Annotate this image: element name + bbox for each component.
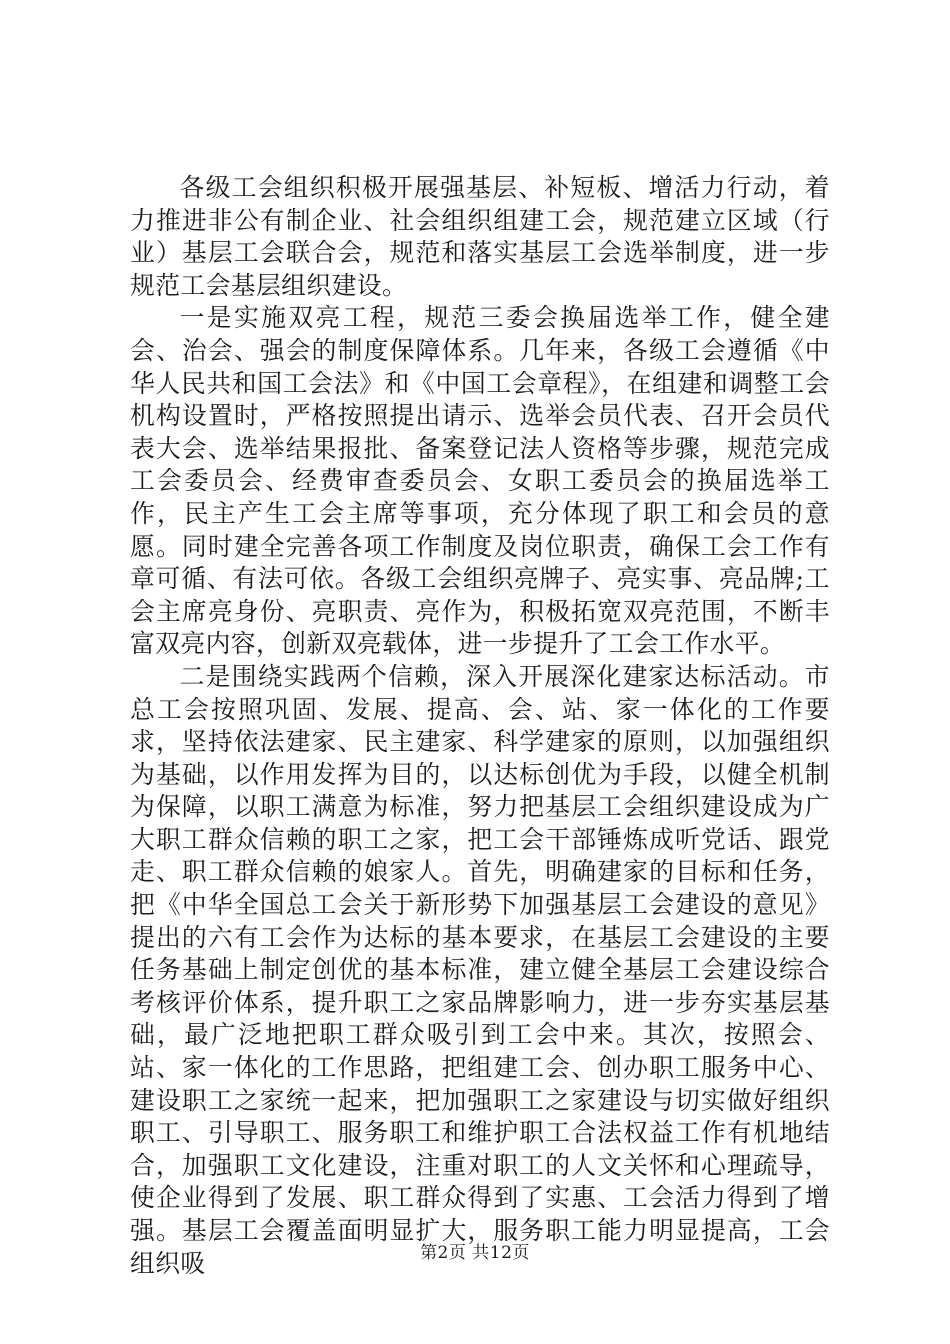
paragraph-1: 各级工会组织积极开展强基层、补短板、增活力行动，着力推进非公有制企业、社会组织组建工会，规范建立区域（行业）基层工会联合会，规范和落实基层工会选举制度，进一步规范工会基层组织建设。 [130,173,830,300]
paragraph-3: 二是围绕实践两个信赖，深入开展深化建家达标活动。市总工会按照巩固、发展、提高、会、站、家一体化的工作要求，坚持依法建家、民主建家、科学建家的原则，以加强组织为基础，以作用发挥为目的，以达标创优为手段，以健全机制为保障，以职工满意为标准，努力把基层工会组织建设成为广大职工群众信赖的职工之家，把工会干部锤炼成听党话、跟党走、职工群众信赖的娘家人。首先，明确建家的目标和任务，把《中华全国总工会关于新形势下加强基层工会建设的意见》提出的六有工会作为达标的基本要求，在基层工会建设的主要任务基础上制定创优的基本标准，建立健全基层工会建设综合考核评价体系，提升职工之家品牌影响力，进一步夯实基层基础，最广泛地把职工群众吸引到工会中来。其次，按照会、站、家一体化的工作思路，把组建工会、创办职工服务中心、建设职工之家统一起来，把加强职工之家建设与切实做好组织职工、引导职工、服务职工和维护职工合法权益工作有机地结合，加强职工文化建设，注重对职工的人文关怀和心理疏导，使企业得到了发展、职工群众得到了实惠、工会活力得到了增强。基层工会覆盖面明显扩大，服务职工能力明显提高，工会组织吸 [130,661,830,1278]
page-number-footer: 第2页 共12页 [420,1243,530,1263]
document-body [130,172,830,1280]
paragraph-2: 一是实施双亮工程，规范三委会换届选举工作，健全建会、治会、强会的制度保障体系。几年来，各级工会遵循《中华人民共和国工会法》和《中国工会章程》，在组建和调整工会机构设置时，严格按照提出请示、选举会员代表、召开会员代表大会、选举结果报批、备案登记法人资格等步骤，规范完成工会委员会、经费审查委员会、女职工委员会的换届选举工作，民主产生工会主席等事项，充分体现了职工和会员的意愿。同时建全完善各项工作制度及岗位职责，确保工会工作有章可循、有法可依。各级工会组织亮牌子、亮实事、亮品牌;工会主席亮身份、亮职责、亮作为，积极拓宽双亮范围，不断丰富双亮内容，创新双亮载体，进一步提升了工会工作水平。 [130,303,830,659]
